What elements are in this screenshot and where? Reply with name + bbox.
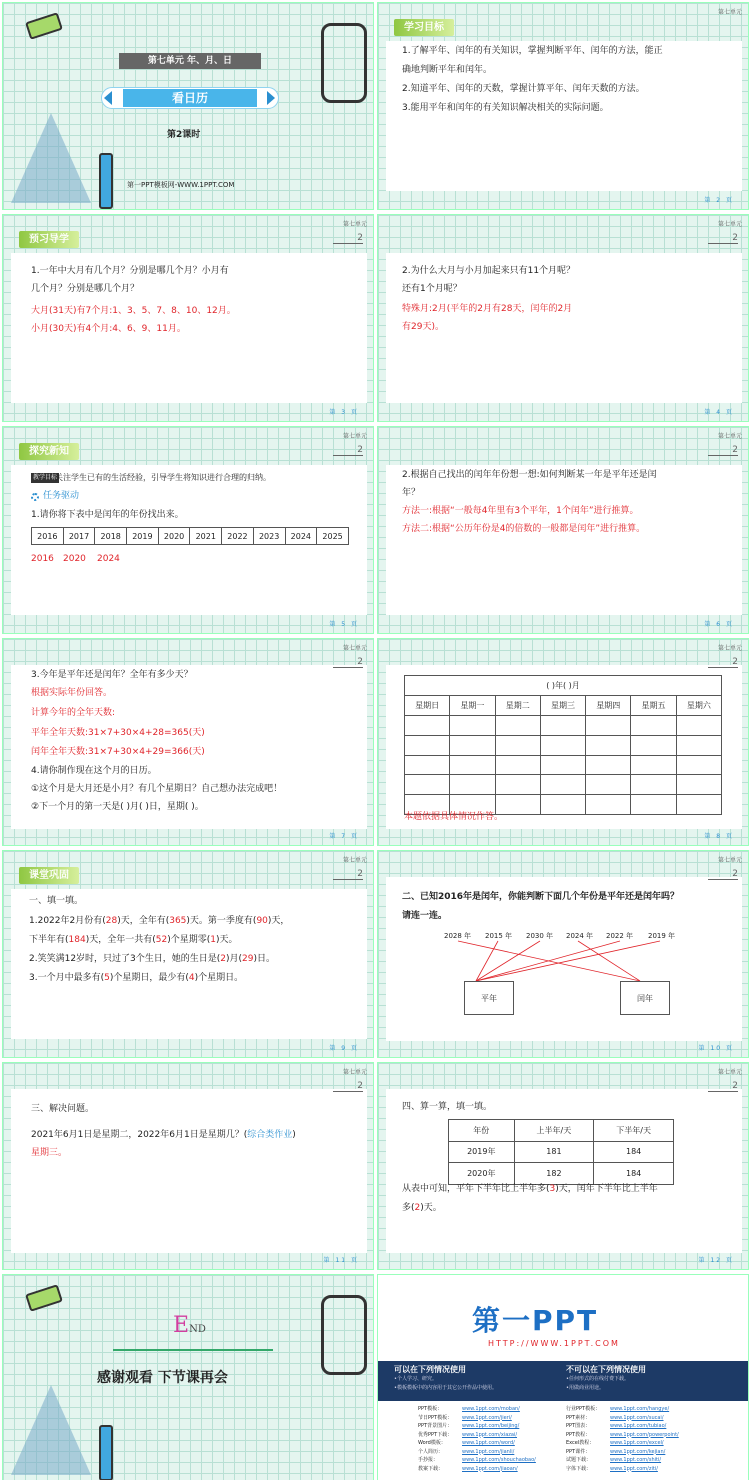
link-row[interactable]: Word模板： www.1ppt.com/word/ bbox=[418, 1440, 515, 1446]
year-cell: 2020 bbox=[158, 528, 190, 545]
unit-corner-label: 第七单元 bbox=[717, 1069, 742, 1076]
link-row[interactable]: 手抄报： www.1ppt.com/shouchaobao/ bbox=[418, 1457, 536, 1463]
link-row[interactable]: PPT课件： www.1ppt.com/kejian/ bbox=[566, 1448, 666, 1455]
common-year-box: 平年 bbox=[464, 981, 514, 1015]
year-label: 2030 年 bbox=[526, 932, 554, 940]
year-cell: 2023 bbox=[253, 528, 285, 545]
link-row[interactable]: 试题下载： www.1ppt.com/shiti/ bbox=[566, 1457, 662, 1463]
brand-url: HTTP://WWW.1PPT.COM bbox=[488, 1339, 620, 1348]
slide-matching[interactable] bbox=[377, 850, 749, 1058]
site-label: 第一PPT模板网-WWW.1PPT.COM bbox=[127, 181, 235, 189]
year-label: 2024 年 bbox=[566, 932, 594, 940]
section-heading: 一、填一填。 bbox=[29, 896, 84, 906]
teaching-note: 关注学生已有的生活经验，引导学生将知识进行合理的归纳。 bbox=[55, 473, 271, 482]
calendar-caption: ( )年( )月 bbox=[405, 676, 722, 696]
page-number: 第 10 页 bbox=[698, 1045, 734, 1052]
link-row[interactable]: Excel教程： www.1ppt.com/excel/ bbox=[566, 1440, 664, 1446]
note-tag: 教学目标 bbox=[33, 474, 58, 481]
answer-year-3: 2024 bbox=[97, 554, 120, 564]
sub-question-2: ②下一个月的第一天是( )月( )日，星期( )。 bbox=[31, 802, 204, 812]
page-number: 第 11 页 bbox=[323, 1257, 359, 1264]
section-heading: 三、解决问题。 bbox=[31, 1104, 95, 1114]
answer: 星期三。 bbox=[31, 1148, 68, 1158]
question: 1.请你将下表中是闰年的年份找出来。 bbox=[31, 510, 184, 520]
cannot-use-title: 不可以在下列情况使用 bbox=[566, 1365, 646, 1374]
question: 2021年6月1日是星期二，2022年6月1日是星期几？(综合类作业) bbox=[31, 1130, 296, 1140]
fill-line-1: 1.2022年2月份有(28)天，全年有(365)天。第一季度有(90)天， bbox=[29, 916, 290, 926]
question-line-2: 几个月？分别是哪几个月？ bbox=[31, 284, 140, 294]
table-cell: 184 bbox=[594, 1141, 674, 1163]
fill-line-4: 3.一个月中最多有(5)个星期日，最少有(4)个星期日。 bbox=[29, 973, 244, 983]
year-cell: 2019 bbox=[127, 528, 159, 545]
half-year-table bbox=[448, 1119, 674, 1185]
unit-corner-label: 第七单元 bbox=[717, 857, 742, 864]
year-cell: 2017 bbox=[63, 528, 95, 545]
unit-corner-num: 2 bbox=[708, 657, 738, 668]
question-line-1: 二、已知2016年是闰年，你能判断下面几个年份是平年还是闰年吗？ bbox=[402, 892, 680, 902]
leap-year-box: 闰年 bbox=[620, 981, 670, 1015]
year-label: 2015 年 bbox=[485, 932, 513, 940]
answer-line-2: 计算今年的全年天数: bbox=[31, 708, 116, 718]
page-number: 第 3 页 bbox=[329, 409, 359, 416]
page-number: 第 9 页 bbox=[329, 1045, 359, 1052]
question-line-2: 还有1个月呢？ bbox=[402, 284, 462, 294]
section-badge: 探究新知 bbox=[19, 443, 79, 460]
question-line-1: 2.为什么大月与小月加起来只有11个月呢？ bbox=[402, 266, 576, 276]
triangle-ruler-deco bbox=[11, 113, 91, 203]
section-heading: 四、算一算，填一填。 bbox=[402, 1102, 493, 1112]
answer-line-3: 平年全年天数:31×7+30×4+28=365(天) bbox=[31, 728, 205, 738]
table-cell: 2020年 bbox=[449, 1163, 515, 1185]
end-mark: END bbox=[173, 1313, 206, 1338]
year-cell: 2025 bbox=[317, 528, 349, 545]
pencil-deco bbox=[99, 153, 113, 209]
link-row[interactable]: PPT背景图片： www.1ppt.com/beijing/ bbox=[418, 1423, 520, 1429]
table-cell: 181 bbox=[514, 1141, 594, 1163]
question-line-1: 2.根据自己找出的闰年年份想一想:如何判断某一年是平年还是闰 bbox=[402, 470, 657, 480]
cannot-use-1: •任何形式的在线付费下载。 bbox=[566, 1376, 629, 1382]
link-row[interactable]: PPT素材： www.1ppt.com/sucai/ bbox=[566, 1414, 664, 1421]
sub-question-1: ①这个月是大月还是小月？有几个星期日？自己想办法完成吧！ bbox=[31, 784, 283, 794]
page-number: 第 12 页 bbox=[698, 1257, 734, 1264]
page-number: 第 6 页 bbox=[704, 621, 734, 628]
calendar-table bbox=[404, 675, 722, 815]
page-number: 第 2 页 bbox=[704, 197, 734, 204]
answer-year-2: 2020 bbox=[63, 554, 86, 564]
backpack-deco bbox=[321, 1295, 367, 1375]
slide-end[interactable] bbox=[2, 1274, 374, 1480]
page-number: 第 5 页 bbox=[329, 621, 359, 628]
page-number: 第 4 页 bbox=[704, 409, 734, 416]
year-label: 2019 年 bbox=[648, 932, 676, 940]
table-cell: 2019年 bbox=[449, 1141, 515, 1163]
slide-methods[interactable] bbox=[377, 426, 749, 634]
conclusion-line-2: 多(2)天。 bbox=[402, 1203, 442, 1213]
lesson-title: 看日历 bbox=[123, 89, 257, 107]
unit-corner-num: 2 bbox=[708, 869, 738, 880]
links-left bbox=[418, 1405, 558, 1473]
section-badge: 预习导学 bbox=[19, 231, 79, 248]
year-label: 2028 年 bbox=[444, 932, 472, 940]
year-cell: 2016 bbox=[32, 528, 64, 545]
slide-calendar[interactable] bbox=[377, 638, 749, 846]
period-label: 第2课时 bbox=[167, 130, 201, 140]
unit-corner-label: 第七单元 bbox=[717, 433, 742, 440]
year-cell: 2024 bbox=[285, 528, 317, 545]
unit-corner-num: 2 bbox=[333, 869, 363, 880]
question-4: 4.请你制作现在这个月的日历。 bbox=[31, 766, 157, 776]
section-badge: 学习目标 bbox=[394, 19, 454, 36]
table-header: 上半年/天 bbox=[514, 1120, 594, 1142]
unit-title-box: 第七单元 年、月、日 bbox=[119, 53, 261, 69]
unit-corner-num: 2 bbox=[708, 445, 738, 456]
unit-corner-label: 第七单元 bbox=[717, 9, 742, 16]
unit-corner-num: 2 bbox=[333, 445, 363, 456]
answer-line-1: 根据实际年份回答。 bbox=[31, 688, 113, 698]
goal-line-2: 确地判断平年和闰年。 bbox=[402, 65, 493, 75]
task-label: 任务驱动 bbox=[43, 491, 80, 501]
unit-corner-num: 2 bbox=[333, 657, 363, 668]
weekday-header: 星期日 bbox=[405, 696, 450, 716]
year-cell: 2018 bbox=[95, 528, 127, 545]
links-right bbox=[566, 1405, 746, 1473]
slide-special-month[interactable] bbox=[377, 214, 749, 422]
link-row[interactable]: PPT图表： www.1ppt.com/tubiao/ bbox=[566, 1423, 667, 1429]
link-row[interactable]: 优秀PPT下载： www.1ppt.com/xiazai/ bbox=[418, 1431, 518, 1438]
weekday-header: 星期四 bbox=[586, 696, 631, 716]
goal-line-4: 3.能用平年和闰年的有关知识解决相关的实际问题。 bbox=[402, 103, 609, 113]
can-use-1: •个人学习、研究。 bbox=[394, 1376, 437, 1382]
fill-line-2: 下半年有(184)天，全年一共有(52)个星期零(1)天。 bbox=[29, 935, 238, 945]
cannot-use-2: •用做商业用途。 bbox=[566, 1385, 604, 1391]
question-line-1: 1.一年中大月有几个月？分别是哪几个月？小月有 bbox=[31, 266, 229, 276]
slide-cover[interactable] bbox=[2, 2, 374, 210]
divider-line bbox=[113, 1349, 273, 1351]
link-row[interactable]: 教案下载： www.1ppt.com/jiaoan/ bbox=[418, 1465, 518, 1472]
section-badge: 课堂巩固 bbox=[19, 867, 79, 884]
answer-line-2: 有29天)。 bbox=[402, 322, 444, 332]
link-row[interactable]: PPT模板： www.1ppt.com/moban/ bbox=[418, 1406, 520, 1412]
slide-preview[interactable] bbox=[2, 214, 374, 422]
calendar-note: 本题依据具体情况作答。 bbox=[404, 812, 504, 822]
slide-goals[interactable] bbox=[377, 2, 749, 210]
unit-corner-label: 第七单元 bbox=[342, 221, 367, 228]
slide-this-year[interactable] bbox=[2, 638, 374, 846]
answer-year-1: 2016 bbox=[31, 554, 54, 564]
unit-corner-num: 2 bbox=[708, 1081, 738, 1092]
arrow-left-icon[interactable] bbox=[104, 91, 112, 105]
slide-problem[interactable] bbox=[2, 1062, 374, 1270]
answer-line-2: 小月(30天)有4个月:4、6、9、11月。 bbox=[31, 324, 186, 334]
slide-explore[interactable] bbox=[2, 426, 374, 634]
unit-corner-label: 第七单元 bbox=[342, 1069, 367, 1076]
unit-corner-num: 2 bbox=[708, 233, 738, 244]
pencil-deco bbox=[99, 1425, 113, 1480]
goal-line-1: 1.了解平年、闰年的有关知识，掌握判断平年、闰年的方法，能正 bbox=[402, 46, 663, 56]
triangle-ruler-deco bbox=[11, 1385, 91, 1475]
gear-icon bbox=[31, 493, 39, 501]
question-3: 3.今年是平年还是闰年？全年有多少天？ bbox=[31, 670, 193, 680]
link-row[interactable]: 节日PPT模板： www.1ppt.com/jieri/ bbox=[418, 1414, 512, 1421]
backpack-deco bbox=[321, 23, 367, 103]
link-row[interactable]: 行业PPT模板： www.1ppt.com/hangye/ bbox=[566, 1406, 670, 1412]
unit-corner-label: 第七单元 bbox=[342, 433, 367, 440]
method-1: 方法一:根据“一般每4年里有3个平年，1个闰年”进行推算。 bbox=[402, 506, 639, 516]
goal-line-3: 2.知道平年、闰年的天数，掌握计算平年、闰年天数的方法。 bbox=[402, 84, 645, 94]
table-cell: 184 bbox=[594, 1163, 674, 1185]
unit-corner-label: 第七单元 bbox=[717, 645, 742, 652]
answer-line-4: 闰年全年天数:31×7+30×4+29=366(天) bbox=[31, 747, 205, 757]
page-number: 第 8 页 bbox=[704, 833, 734, 840]
question-line-2: 年？ bbox=[402, 488, 421, 498]
years-table bbox=[31, 527, 349, 545]
weekday-header: 星期五 bbox=[631, 696, 676, 716]
homework-tag: 综合类作业 bbox=[247, 1130, 293, 1140]
link-row[interactable]: 个人简历： www.1ppt.com/jianli/ bbox=[418, 1448, 515, 1455]
unit-corner-num: 2 bbox=[333, 1081, 363, 1092]
arrow-right-icon[interactable] bbox=[267, 91, 275, 105]
unit-corner-label: 第七单元 bbox=[717, 221, 742, 228]
unit-corner-label: 第七单元 bbox=[342, 857, 367, 864]
can-use-2: •模板模板中的内容用于其它公开作品中使用。 bbox=[394, 1385, 497, 1391]
eraser-deco bbox=[25, 12, 63, 40]
can-use-title: 可以在下列情况使用 bbox=[394, 1365, 466, 1374]
table-header: 下半年/天 bbox=[594, 1120, 674, 1142]
weekday-header: 星期二 bbox=[495, 696, 540, 716]
question-line-2: 请连一连。 bbox=[402, 911, 448, 921]
weekday-header: 星期六 bbox=[676, 696, 721, 716]
slide-promo[interactable] bbox=[377, 1274, 749, 1480]
conclusion-line-1: 从表中可知，平年下半年比上半年多(3)天，闰年下半年比上半年 bbox=[402, 1184, 658, 1194]
slide-compute[interactable] bbox=[377, 1062, 749, 1270]
weekday-header: 星期一 bbox=[450, 696, 495, 716]
unit-corner-num: 2 bbox=[333, 233, 363, 244]
year-cell: 2021 bbox=[190, 528, 222, 545]
method-2: 方法二:根据“公历年份是4的倍数的一般都是闰年”进行推算。 bbox=[402, 524, 646, 534]
table-cell: 182 bbox=[514, 1163, 594, 1185]
unit-corner-label: 第七单元 bbox=[342, 645, 367, 652]
answer-line-1: 大月(31天)有7个月:1、3、5、7、8、10、12月。 bbox=[31, 306, 236, 316]
matching-lines bbox=[378, 851, 749, 1058]
brand-logo: 第一PPT bbox=[472, 1304, 599, 1337]
year-label: 2022 年 bbox=[606, 932, 634, 940]
answer-line-1: 特殊月:2月(平年的2月有28天，闰年的2月 bbox=[402, 304, 573, 314]
link-row[interactable]: PPT教程： www.1ppt.com/powerpoint/ bbox=[566, 1431, 679, 1438]
table-header: 年份 bbox=[449, 1120, 515, 1142]
year-cell: 2022 bbox=[222, 528, 254, 545]
fill-line-3: 2.笑笑满12岁时，只过了3个生日，她的生日是(2)月(29)日。 bbox=[29, 954, 276, 964]
eraser-deco bbox=[25, 1284, 63, 1312]
slide-practice[interactable] bbox=[2, 850, 374, 1058]
page-number: 第 7 页 bbox=[329, 833, 359, 840]
thanks-text: 感谢观看 下节课再会 bbox=[97, 1370, 228, 1386]
weekday-header: 星期三 bbox=[540, 696, 585, 716]
link-row[interactable]: 字体下载： www.1ppt.com/ziti/ bbox=[566, 1465, 658, 1472]
